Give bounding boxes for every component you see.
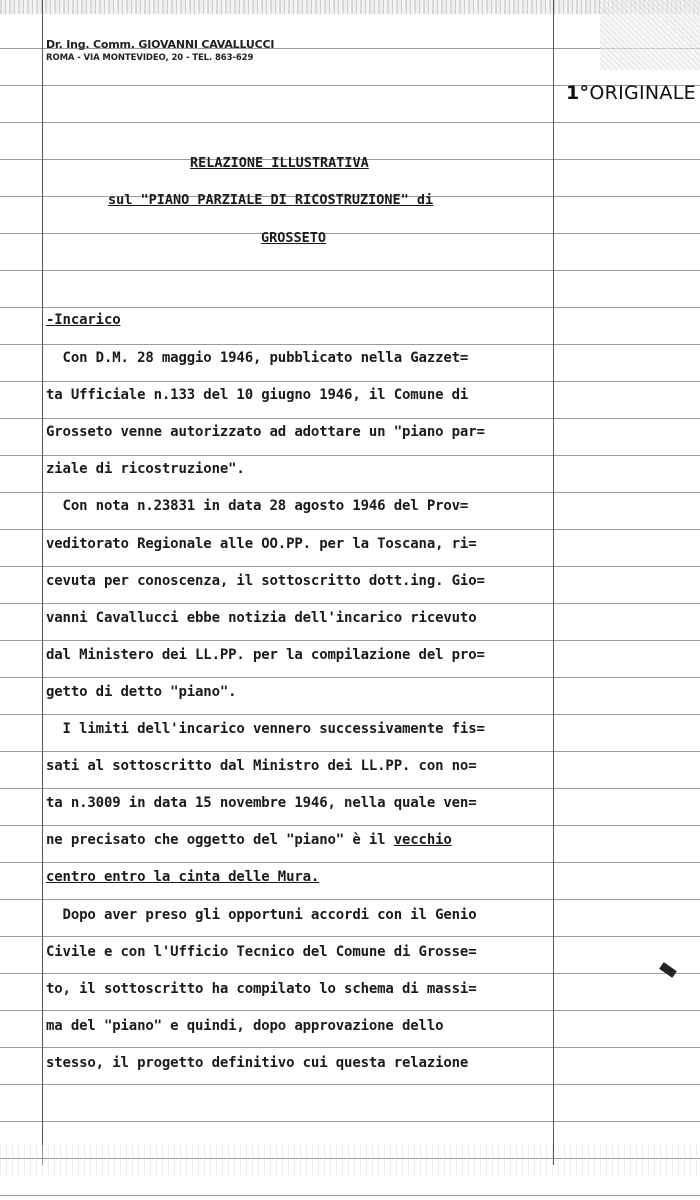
body-line: to, il sottoscritto ha compilato lo schema di massi=: [46, 980, 477, 997]
section-heading: -Incarico: [46, 312, 121, 328]
scan-noise-bottom: [0, 1145, 700, 1175]
body-line: vanni Cavallucci ebbe notizia dell'incarico ricevuto: [46, 609, 477, 626]
body-line: ta Ufficiale n.133 del 10 giugno 1946, il Comune di: [46, 387, 469, 404]
document-title: RELAZIONE ILLUSTRATIVA: [190, 155, 369, 171]
scan-noise-top: [0, 0, 700, 14]
letterhead-name: Dr. Ing. Comm. GIOVANNI CAVALLUCCI: [46, 38, 275, 51]
left-margin-rule: [42, 0, 43, 1165]
body-line: Grosseto venne autorizzato ad adottare un "piano par=: [46, 424, 485, 441]
body-line: sati al sottoscritto dal Ministro dei LL.PP. con no=: [46, 758, 477, 775]
body-line: stesso, il progetto definitivo cui questa relazione: [46, 1054, 469, 1071]
body-line: dal Ministero dei LL.PP. per la compilazione del pro=: [46, 646, 485, 663]
body-line: Civile e con l'Ufficio Tecnico del Comune di Grosse=: [46, 943, 477, 960]
body-line: ta n.3009 in data 15 novembre 1946, nella quale ven=: [46, 795, 477, 812]
body-line: veditorato Regionale alle OO.PP. per la Toscana, ri=: [46, 535, 477, 552]
letterhead-address: ROMA - VIA MONTEVIDEO, 20 - TEL. 863-629: [46, 53, 254, 63]
body-line: ne precisato che oggetto del "piano" è il vecchio: [46, 832, 452, 849]
stamp-number: 1°: [566, 82, 590, 104]
document-city: GROSSETO: [261, 230, 327, 246]
stamp-text: ORIGINALE: [589, 82, 696, 104]
scan-noise-corner: [600, 0, 700, 70]
body-line: cevuta per conoscenza, il sottoscritto dott.ing. Gio=: [46, 572, 485, 589]
body-line: ma del "piano" e quindi, dopo approvazione dello: [46, 1017, 444, 1034]
body-line: Con D.M. 28 maggio 1946, pubblicato nella Gazzet=: [46, 350, 469, 366]
body-line: centro entro la cinta delle Mura.: [46, 869, 320, 886]
body-line: Con nota n.23831 in data 28 agosto 1946 del Prov=: [46, 498, 469, 515]
ink-mark: [659, 962, 677, 978]
body-line: I limiti dell'incarico vennero successivamente fis=: [46, 721, 485, 737]
original-stamp: [566, 82, 696, 104]
document-subtitle: sul "PIANO PARZIALE DI RICOSTRUZIONE" di: [108, 192, 434, 208]
letterhead: [46, 38, 274, 63]
body-line: Dopo aver preso gli opportuni accordi con il Genio: [46, 906, 477, 923]
body-line: getto di detto "piano".: [46, 683, 237, 700]
right-margin-rule: [553, 0, 554, 1165]
body-line: ziale di ricostruzione".: [46, 461, 245, 478]
